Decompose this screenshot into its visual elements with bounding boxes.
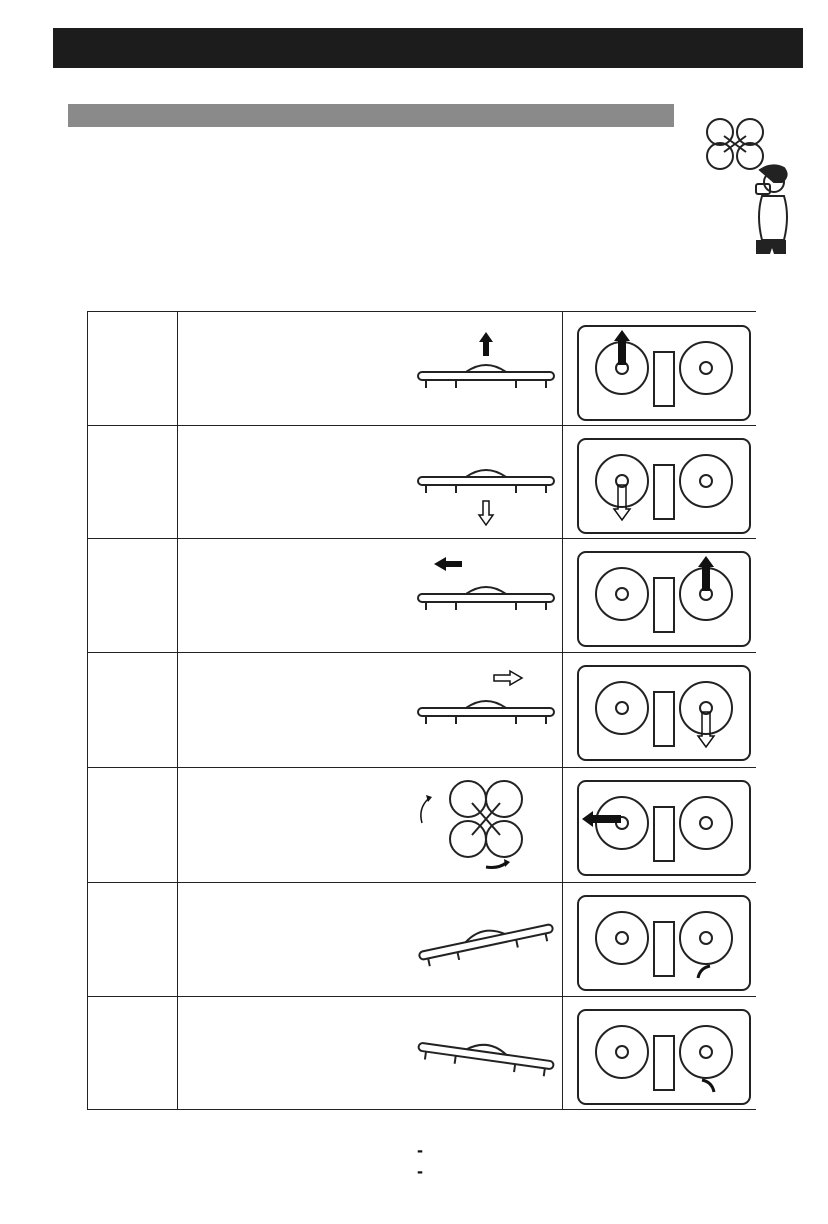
quadcopter-side-view <box>406 652 566 764</box>
rotate-arrow-icon <box>486 863 506 868</box>
header-title <box>53 38 67 58</box>
down-arrow-icon <box>479 501 493 525</box>
section-title <box>68 107 78 123</box>
up-arrow-icon <box>698 556 714 591</box>
transmitter-remote <box>574 886 754 994</box>
up-arrow-icon <box>479 332 493 356</box>
quadcopter-side-view <box>406 312 566 424</box>
transmitter-remote <box>574 656 754 764</box>
quadcopter-top-view <box>406 767 566 879</box>
up-arrow-icon <box>614 330 630 365</box>
rotate-arrow-icon <box>702 1080 714 1092</box>
table-row <box>88 538 756 653</box>
down-arrow-icon <box>614 485 630 520</box>
controls-table <box>87 311 756 1110</box>
left-arrow-icon <box>434 557 462 571</box>
transmitter-remote <box>574 1000 754 1108</box>
quadcopter-side-view <box>406 882 566 994</box>
transmitter-remote <box>574 316 754 424</box>
transmitter-remote <box>574 771 754 879</box>
transmitter-remote <box>574 429 754 537</box>
quadcopter-side-view <box>406 996 566 1108</box>
quadcopter-side-view <box>406 425 566 537</box>
table-row <box>88 652 756 768</box>
rotate-arrow-icon <box>698 966 710 978</box>
transmitter-remote <box>574 542 754 650</box>
table-row <box>88 996 756 1108</box>
down-arrow-icon <box>698 712 714 747</box>
table-row <box>88 767 756 883</box>
rotate-arrow-icon <box>421 799 428 823</box>
table-row <box>88 882 756 997</box>
header-bar <box>53 28 803 68</box>
right-arrow-icon <box>494 671 522 685</box>
table-row <box>88 425 756 539</box>
quadcopter-side-view <box>406 538 566 650</box>
pilot-with-drone-illustration <box>700 104 804 260</box>
page-number: - - <box>417 1140 435 1181</box>
left-arrow-icon <box>582 811 621 827</box>
table-row <box>88 312 756 426</box>
section-bar <box>68 104 674 127</box>
